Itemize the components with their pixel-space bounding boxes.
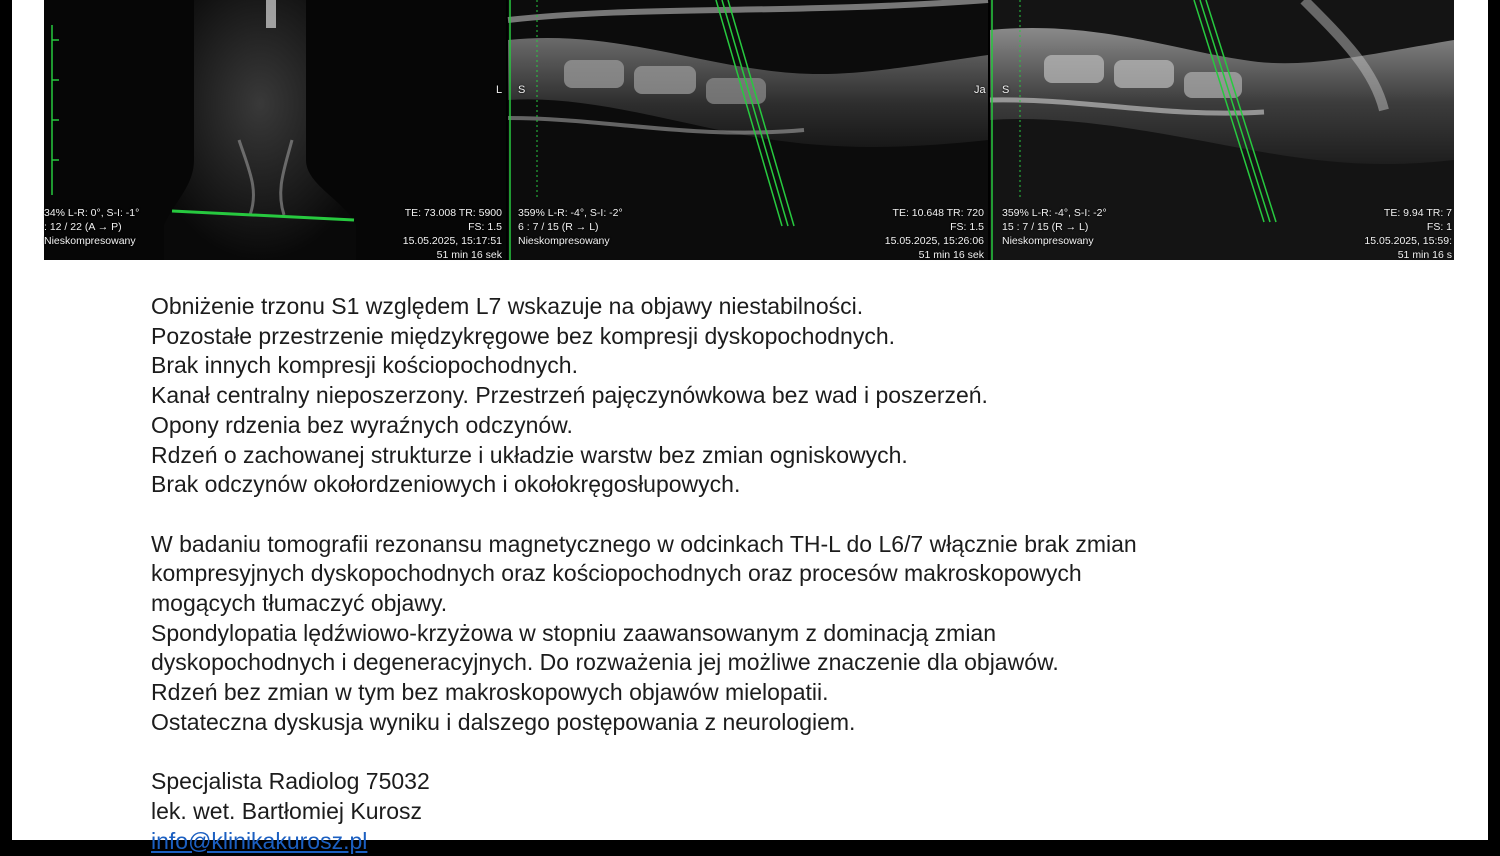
panel2-orientation-right: Ja [974,84,986,96]
findings-line: Brak odczynów okołordzeniowych i okołokręgosłupowych. [151,471,741,498]
overlay-text: : 12 / 22 (A → P) [44,221,122,233]
findings-line: Rdzeń o zachowanej strukturze i układzie warstw bez zmian ogniskowych. [151,441,908,468]
document-page [12,0,1488,854]
panel1-overlay-right [344,206,502,262]
conclusion-line: Ostateczna dyskusja wyniku i dalszego postępowania z neurologiem. [151,708,856,735]
mri-images [44,0,1454,260]
findings-line: Opony rdzenia bez wyraźnych odczynów. [151,411,573,438]
overlay-text: 6 : 7 / 15 (R → L) [518,221,599,233]
overlay-text: Nieskompresowany [1002,235,1094,247]
panel2-overlay-right [804,206,984,262]
conclusion-line: dyskopochodnych i degeneracyjnych. Do rozważenia jej możliwe znaczenie dla objawów. [151,649,1059,676]
signature-name: lek. wet. Bartłomiej Kurosz [151,797,422,824]
overlay-text: 51 min 16 sek [436,249,502,261]
findings-line: Obniżenie trzonu S1 względem L7 wskazuje na objawy niestabilności. [151,293,864,319]
overlay-text: TE: 10.648 TR: 720 [892,207,984,219]
conclusion-line: kompresyjnych dyskopochodnych oraz kościopochodnych oraz procesów makroskopowych [151,560,1082,587]
overlay-text: 34% L-R: 0°, S-I: -1° [44,207,140,219]
paragraph-gap [151,500,1381,530]
findings-line: Brak innych kompresji kościopochodnych. [151,352,578,379]
overlay-text: 359% L-R: -4°, S-I: -2° [1002,207,1107,219]
signature-block [151,767,1381,856]
overlay-text: FS: 1 [1426,221,1452,233]
overlay-text: 51 min 16 sek [918,249,984,261]
conclusion-line: W badaniu tomografii rezonansu magnetycznego w odcinkach TH-L do L6/7 włącznie brak zmian [151,530,1137,557]
panel3-overlay-left [1002,206,1107,248]
conclusion-line: Rdzeń bez zmian w tym bez makroskopowych objawów mielopatii. [151,679,829,706]
panel2-orientation-left: S [518,84,526,96]
panel2-overlay-left [518,206,623,248]
overlay-text: 15 : 7 / 15 (R → L) [1002,221,1089,233]
conclusion-line: Spondylopatia lędźwiowo-krzyżowa w stopniu zaawansowanym z dominacją zmian [151,619,997,646]
mri-image-strip [44,0,1454,260]
paragraph-gap [151,738,1381,768]
overlay-text: 359% L-R: -4°, S-I: -2° [518,207,623,219]
overlay-text: 51 min 16 s [1397,249,1452,261]
panel1-orientation-right: L [496,84,503,96]
signature-email-link[interactable]: info@klinikakurosz.pl [151,827,368,854]
report-text [151,292,1381,856]
signature-title: Specjalista Radiolog 75032 [151,768,430,795]
conclusion-section [151,530,1381,738]
findings-line: Kanał centralny nieposzerzony. Przestrzeń pajęczynówkowa bez wad i poszerzeń. [151,382,988,409]
panel3-overlay-right [1294,206,1452,262]
overlay-text: FS: 1.5 [950,221,984,233]
overlay-text: 15.05.2025, 15:59: [1364,235,1452,247]
overlay-text: 15.05.2025, 15:26:06 [884,235,984,247]
overlay-text: 15.05.2025, 15:17:51 [402,235,502,247]
conclusion-line: mogących tłumaczyć objawy. [151,590,448,617]
overlay-text: Nieskompresowany [44,235,136,247]
findings-line: Pozostałe przestrzenie międzykręgowe bez kompresji dyskopochodnych. [151,322,896,349]
findings-section [151,292,1381,500]
overlay-text: TE: 9.94 TR: 7 [1383,207,1452,219]
overlay-text: FS: 1.5 [468,221,502,233]
panel3-orientation-left: S [1002,84,1010,96]
panel1-overlay-left [44,206,139,248]
overlay-text: Nieskompresowany [518,235,610,247]
overlay-text: TE: 73.008 TR: 5900 [404,207,502,219]
